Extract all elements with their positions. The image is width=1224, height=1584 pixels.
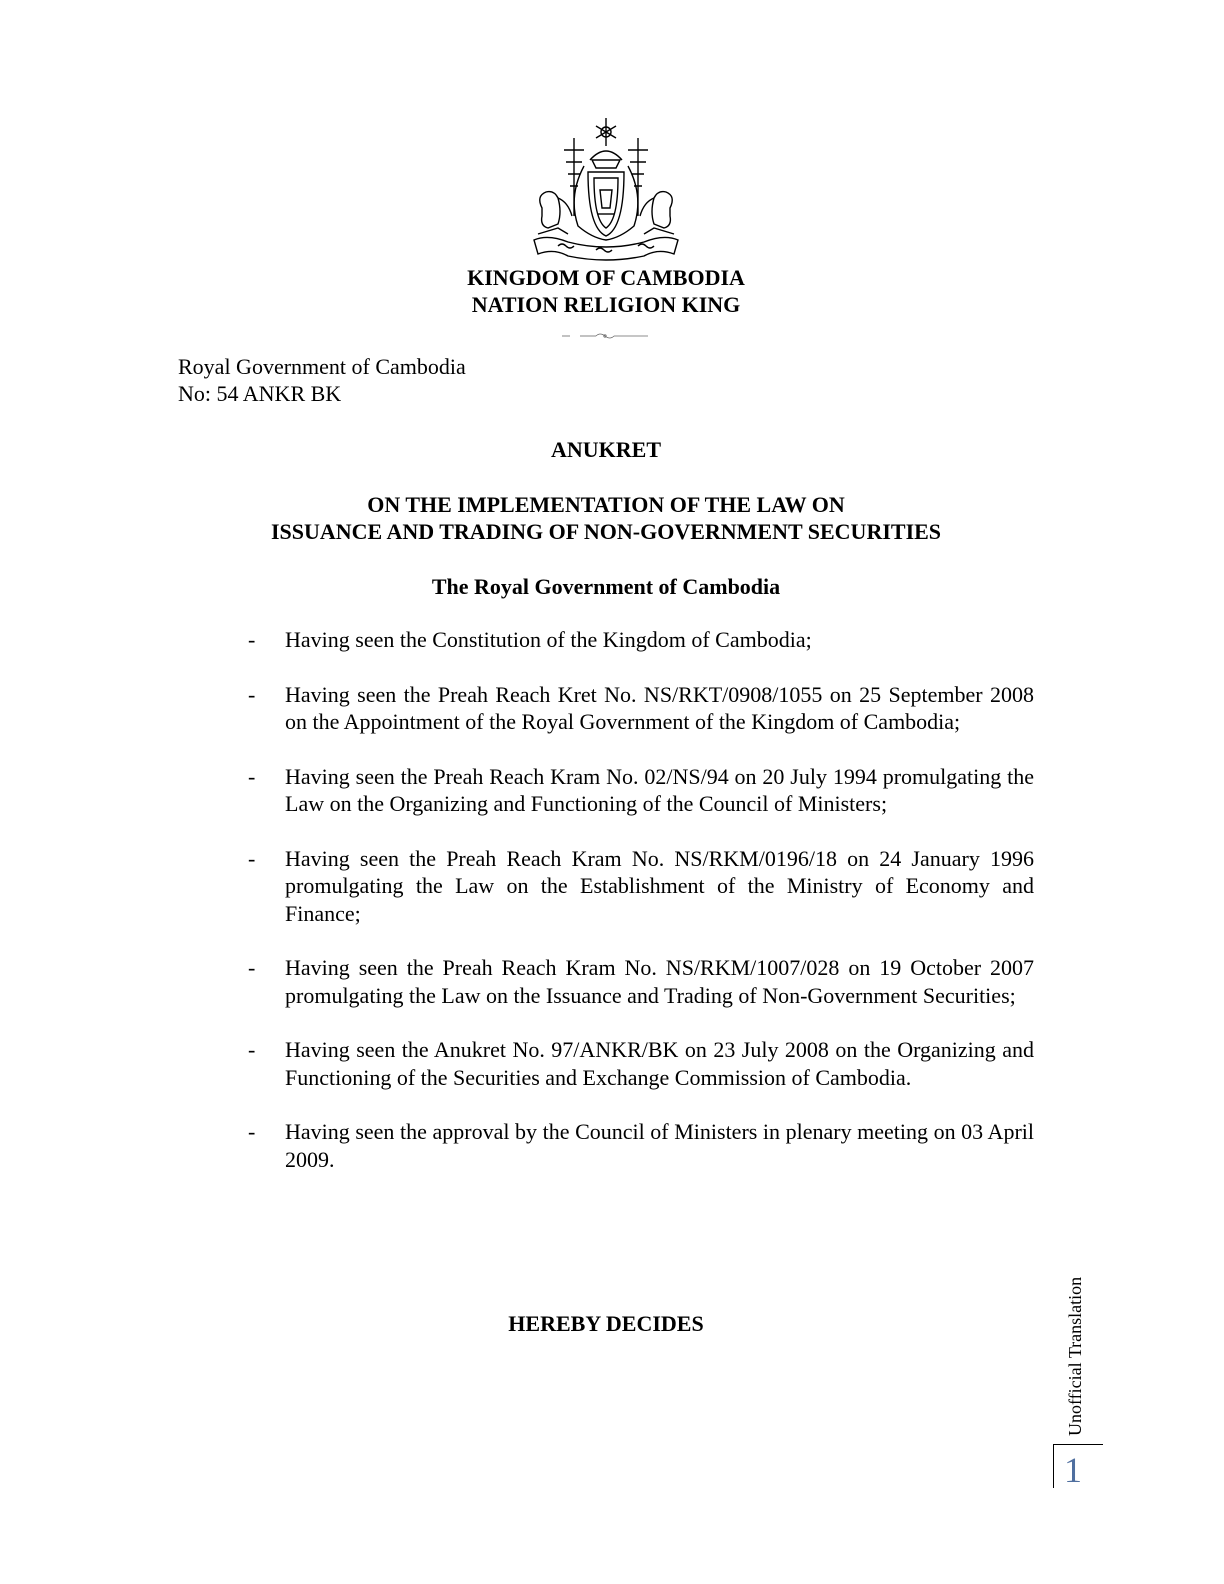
document-subtitle: The Royal Government of Cambodia (431, 574, 781, 599)
list-item (248, 763, 1034, 818)
clause-text: Having seen the approval by the Council of Ministers in plenary meeting on 03 April 2009. (285, 1119, 1034, 1172)
bullet-dash: - (248, 955, 256, 980)
list-item (248, 845, 1034, 928)
title-line-2: ISSUANCE AND TRADING OF NON-GOVERNMENT SECURITIES (270, 519, 942, 544)
clause-text: Having seen the Constitution of the Kingdom of Cambodia; (285, 627, 812, 652)
clause-text: Having seen the Anukret No. 97/ANKR/BK on 23 July 2008 on the Organizing and Functioning of the Securities and Exchange Commission of Cambodia. (285, 1037, 1034, 1090)
issuer-block (178, 353, 466, 407)
bullet-dash: - (248, 845, 256, 871)
bullet-dash: - (248, 763, 256, 789)
recital-list (248, 626, 1034, 1200)
document-type: ANUKRET (550, 437, 661, 462)
clause-text: Having seen the Preah Reach Kram No. NS/RKM/0196/18 on 24 January 1996 promulgating the Law on the Establishment of the Ministry of Economy and Finance; (285, 845, 1034, 926)
list-item (248, 1118, 1034, 1173)
document-title (0, 491, 1212, 545)
clause-text: Having seen the Preah Reach Kram No. 02/NS/94 on 20 July 1994 promulgating the Law on the Organizing and Functioning of the Council of Ministers; (285, 763, 1034, 816)
clause-text: Having seen the Preah Reach Kram No. NS/RKM/1007/028 on 19 October 2007 promulgating the Law on the Issuance and Trading of Non-Government Securities; (285, 955, 1034, 1008)
page-number: 1 (1064, 1450, 1082, 1490)
list-item (248, 954, 1034, 1009)
list-item (248, 626, 1034, 654)
document-header (0, 264, 1212, 318)
document-number: No: 54 ANKR BK (178, 381, 342, 406)
title-line-1: ON THE IMPLEMENTATION OF THE LAW ON (367, 492, 845, 517)
bullet-dash: - (248, 627, 256, 652)
header-motto: NATION RELIGION KING (471, 292, 741, 317)
issuer-name: Royal Government of Cambodia (178, 354, 466, 379)
bullet-dash: - (248, 1119, 256, 1144)
clause-text: Having seen the Preah Reach Kret No. NS/RKT/0908/1055 on 25 September 2008 on the Appointment of the Royal Government of the Kingdom of Cambodia; (285, 681, 1034, 734)
decorative-divider-icon (560, 331, 650, 341)
footer-rule-vertical (1053, 1444, 1054, 1488)
header-kingdom: KINGDOM OF CAMBODIA (467, 265, 745, 290)
list-item (248, 681, 1034, 736)
list-item (248, 1036, 1034, 1091)
bullet-dash: - (248, 1037, 256, 1062)
footer-rule (1053, 1444, 1103, 1445)
closing-decision: HEREBY DECIDES (508, 1311, 704, 1336)
unofficial-translation-label: Unofficial Translation (1065, 1276, 1085, 1436)
royal-coat-of-arms-icon (528, 116, 684, 262)
bullet-dash: - (248, 681, 256, 707)
